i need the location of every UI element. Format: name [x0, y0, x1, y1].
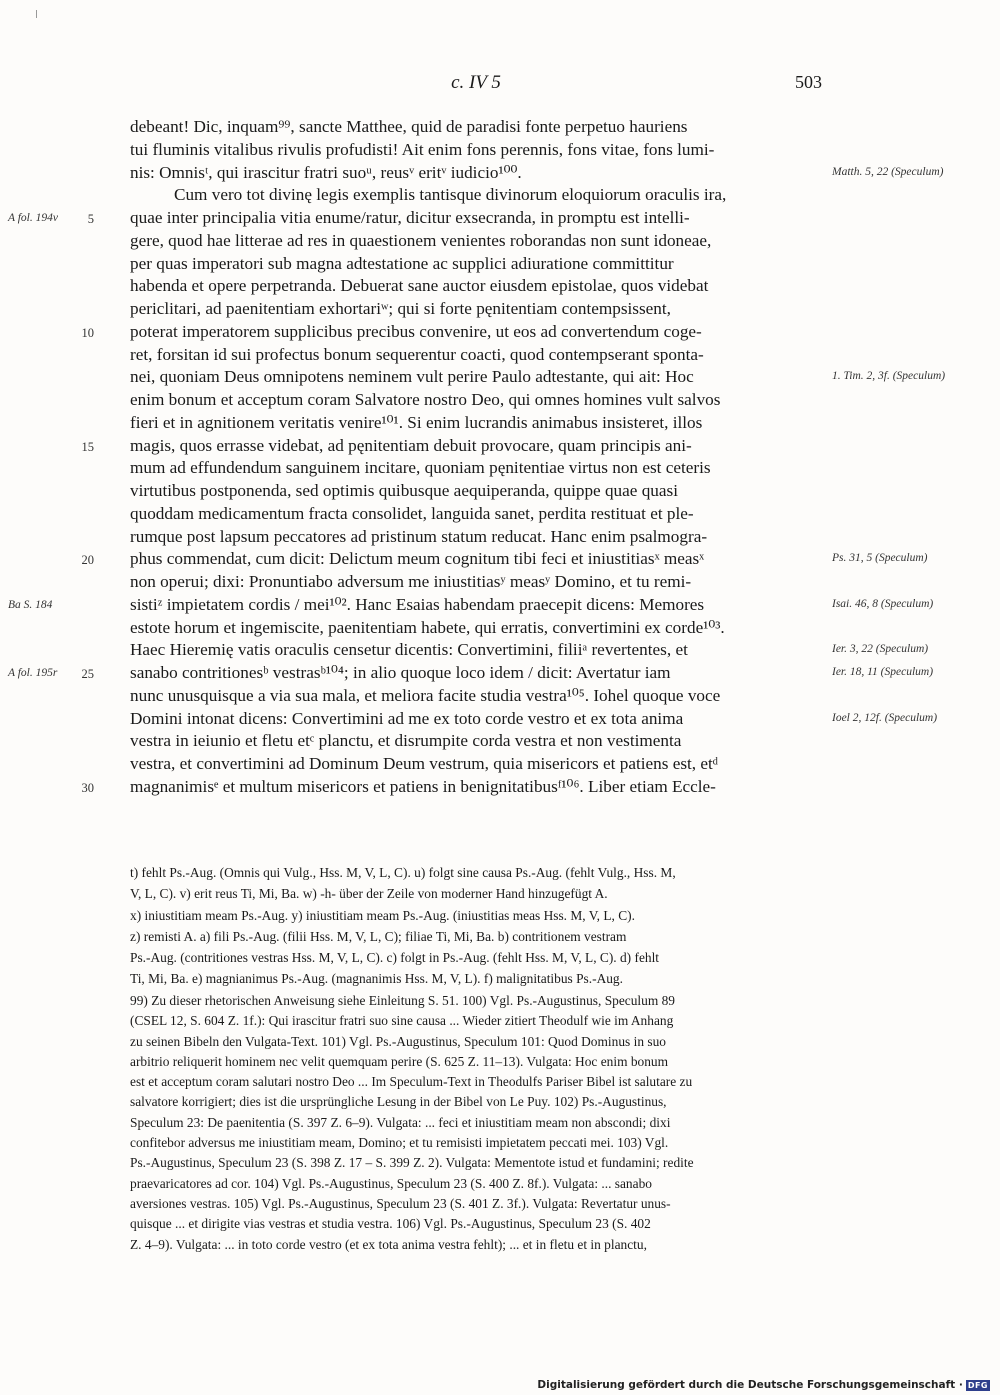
footnote-line: arbitrio reliquerit hominem nec velit quemquam perire (S. 625 Z. 11–13). Vulgata: Hoc enim bonum	[130, 1053, 669, 1069]
text-line: magis, quos errasse videbat, ad pęnitentiam debuit provocare, quam principis ani-	[130, 435, 692, 455]
text-line: habenda et opere perpetranda. Debuerat sane auctor eiusdem epistolae, quos videbat	[130, 276, 709, 296]
text-line: magnanimisᵉ et multum misericors et patiens in benignitatibusᶠ¹⁰⁶. Liber etiam Eccle-	[130, 776, 716, 796]
dfg-logo: DFG	[967, 1380, 988, 1390]
footnote-line: aversiones vestras. 105) Vgl. Ps.-Augustinus, Speculum 23 (S. 401 Z. 3f.). Vulgata: Revertatur unus-	[130, 1195, 671, 1211]
apparatus-line: Ps.-Aug. (contritiones vestras Hss. M, V, L, C). c) folgt in Ps.-Aug. (fehlt Hss. M, V, L, C). d) fehlt	[130, 950, 660, 966]
text-line: nei, quoniam Deus omnipotens neminem vult perire Paulo adtestante, qui ait: Hoc	[130, 367, 694, 387]
footnote-line: Ps.-Augustinus, Speculum 23 (S. 398 Z. 17 – S. 399 Z. 2). Vulgata: Mementote istud et fundamini; redite	[130, 1155, 694, 1171]
apparatus-line: Ti, Mi, Ba. e) magnianimus Ps.-Aug. (magnanimis Hss. M, V, L). f) malignitatibus Ps.-Aug.	[130, 971, 623, 987]
page-number: 503	[795, 72, 822, 92]
text-line: vestra, et convertimini ad Dominum Deum vestrum, quia misericors et patiens est, etᵈ	[130, 754, 719, 773]
line-number: 25	[81, 667, 94, 681]
text-line: poterat imperatorem supplicibus precibus convenire, ut eos ad convertendum coge-	[130, 321, 702, 341]
text-line: tui fluminis vitalibus rivulis profudisti! Ait enim fons perennis, fons vitae, fons lumi-	[130, 139, 715, 159]
text-line: per quas imperatori sub magna adtestatione ac supplici adiuratione committitur	[130, 253, 674, 273]
footer-text: Digitalisierung gefördert durch die Deutsche Forschungsgemeinschaft ·	[537, 1379, 963, 1391]
footnote-line: confitebor adversus me iniustitiam meam, Domino; et tu remisisti impietatem peccati mei. 103) Vgl.	[130, 1135, 669, 1151]
text-line: Haec Hieremię vatis oraculis censetur dicentis: Convertimini, filiiᵃ revertentes, et	[130, 640, 688, 660]
critical-apparatus	[130, 862, 822, 990]
footnote-line: praevaricatores ad cor. 104) Vgl. Ps.-Augustinus, Speculum 23 (S. 400 Z. 8f.). Vulgata: ... sanabo	[130, 1175, 652, 1191]
running-title: c. IV 5	[451, 72, 501, 93]
footnote-line: Z. 4–9). Vulgata: ... in toto corde vestro (et ex tota anima vestra fehlt); ... et in fletu et in planctu,	[130, 1236, 647, 1252]
text-line: ret, forsitan id sui profectus bonum sequerentur coacti, quod contempserant sponta-	[130, 344, 704, 364]
text-line: nunc unusquisque a via sua mala, et meliora facite studia vestra¹⁰⁵. Iohel quoque voce	[130, 685, 721, 705]
text-line: virtutibus postponenda, sed optimis quibusque aequiperanda, quippe quae quasi	[130, 481, 678, 500]
source-reference: 1. Tim. 2, 3f. (Speculum)	[832, 370, 946, 383]
source-reference: Ioel 2, 12f. (Speculum)	[832, 711, 938, 724]
apparatus-line: V, L, C). v) erit reus Ti, Mi, Ba. w) -h- über der Zeile von moderner Hand hinzugefügt A.	[130, 886, 608, 902]
footnote-line: quisque ... et dirigite vias vestras et studia vestra. 106) Vgl. Ps.-Augustinus, Speculum 23 (S. 402	[130, 1216, 651, 1232]
text-line: enim bonum et acceptum coram Salvatore nostro Deo, qui omnes homines vult salvos	[130, 390, 721, 409]
footnote-line: est et acceptum coram salutari nostro Deo ... Im Speculum-Text in Theodulfs Pariser Bibel ist salutare zu	[130, 1074, 693, 1090]
folio-reference: A fol. 195r	[8, 667, 58, 679]
folio-reference: Ba S. 184	[8, 598, 53, 611]
text-line: quae inter principalia vitia enume/ratur, dicitur exsecranda, in promptu est intelli-	[130, 208, 690, 227]
running-header	[130, 72, 822, 98]
line-number: 5	[87, 212, 94, 226]
apparatus-line: x) iniustitiam meam Ps.-Aug. y) iniustitiam meam Ps.-Aug. (iniustitias meas Hss. M, V, L, C).	[130, 907, 635, 923]
folio-reference: A fol. 194v	[8, 212, 58, 224]
text-line: sanabo contritionesᵇ vestrasᵇ¹⁰⁴; in alio quoque loco idem / dicit: Avertatur iam	[130, 663, 671, 682]
footnote-line: zu seinen Bibeln den Vulgata-Text. 101) Vgl. Ps.-Augustinus, Speculum 101: Quod Dominus in suo	[130, 1033, 666, 1049]
main-text-block	[130, 116, 822, 799]
footnotes-block	[130, 991, 822, 1255]
text-line: Domini intonat dicens: Convertimini ad me ex toto corde vestro et ex tota anima	[130, 708, 684, 728]
footnote-line: salvatore korrigiert; dies ist die ursprüngliche Lesung in der Bibel von Le Puy. 102) Ps.-Augustinus,	[130, 1094, 667, 1110]
source-reference: Ier. 3, 22 (Speculum)	[832, 643, 929, 656]
apparatus-line: t) fehlt Ps.-Aug. (Omnis qui Vulg., Hss. M, V, L, C). u) folgt sine causa Ps.-Aug. (fehlt Vulg., Hss. M,	[130, 865, 676, 880]
text-line: non operui; dixi: Pronuntiabo adversum me iniustitiasʸ measʸ Domino, et tu remi-	[130, 572, 692, 591]
line-number: 20	[81, 553, 94, 568]
text-line: debeant! Dic, inquam⁹⁹, sancte Matthee, quid de paradisi fonte perpetuo hauriens	[130, 117, 688, 136]
source-reference: Matth. 5, 22 (Speculum)	[832, 165, 944, 178]
text-line: phus commendat, cum dicit: Delictum meum cognitum tibi feci et iniustitiasˣ measˣ	[130, 549, 705, 569]
source-reference: Ps. 31, 5 (Speculum)	[832, 552, 928, 565]
footnote-line: Speculum 23: De paenitentia (S. 397 Z. 6–9). Vulgata: ... feci et iniustitiam meam non abscondi; dixi	[130, 1114, 671, 1130]
line-number: 10	[81, 325, 94, 340]
text-line: vestra in ieiunio et fletu etᶜ planctu, et disrumpite corda vestra et non vestimenta	[130, 731, 682, 751]
text-line: nis: Omnisᵗ, qui irascitur fratri suoᵘ, reusᵛ eritᵛ iudicio¹⁰⁰.	[130, 162, 522, 182]
text-line: sistiᶻ impietatem cordis / mei¹⁰². Hanc Esaias habendam praecepit dicens: Memores	[130, 594, 705, 614]
text-line: periclitari, ad paenitentiam exhortariʷ; qui si forte pęnitentiam contempsissent,	[130, 299, 671, 318]
text-line: rumque post lapsum peccatores ad pristinum statum reducat. Hanc enim psalmogra-	[130, 526, 708, 546]
scan-corner-mark	[36, 10, 37, 18]
line-number: 15	[81, 439, 94, 454]
text-line: quoddam medicamentum fracta consolidet, languida sanet, perdita restituat et ple-	[130, 503, 694, 523]
source-reference: Ier. 18, 11 (Speculum)	[832, 666, 934, 678]
line-number: 30	[81, 780, 94, 795]
apparatus-line: z) remisti A. a) fili Ps.-Aug. (filii Hss. M, V, L, C); filiae Ti, Mi, Ba. b) contritionem vestram	[130, 928, 627, 944]
digitization-footer	[537, 1379, 990, 1391]
text-line: Cum vero tot divinę legis exemplis tantisque divinorum eloquiorum oraculis ira,	[174, 185, 727, 205]
footnote-line: (CSEL 12, S. 604 Z. 1f.): Qui irascitur fratri suo sine causa ... Wieder zitiert Theodulf wie im Anhang	[130, 1013, 674, 1029]
text-line: mum ad effundendum sanguinem incitare, quoniam pęnitentiae virtus non est ceteris	[130, 458, 711, 478]
text-line: gere, quod hae litterae ad res in quaestionem venientes roborandas non sunt idoneae,	[130, 230, 712, 250]
footnote-line: 99) Zu dieser rhetorischen Anweisung siehe Einleitung S. 51. 100) Vgl. Ps.-Augustinus, Speculum 89	[130, 993, 675, 1008]
source-reference: Isai. 46, 8 (Speculum)	[832, 597, 934, 610]
text-line: estote horum et ingemiscite, paenitentiam habete, qui erratis, convertimini ex corde¹⁰³.	[130, 617, 725, 637]
text-line: fieri et in agnitionem veritatis venire¹⁰¹. Si enim lucrandis animabus insisteret, illos	[130, 412, 703, 432]
